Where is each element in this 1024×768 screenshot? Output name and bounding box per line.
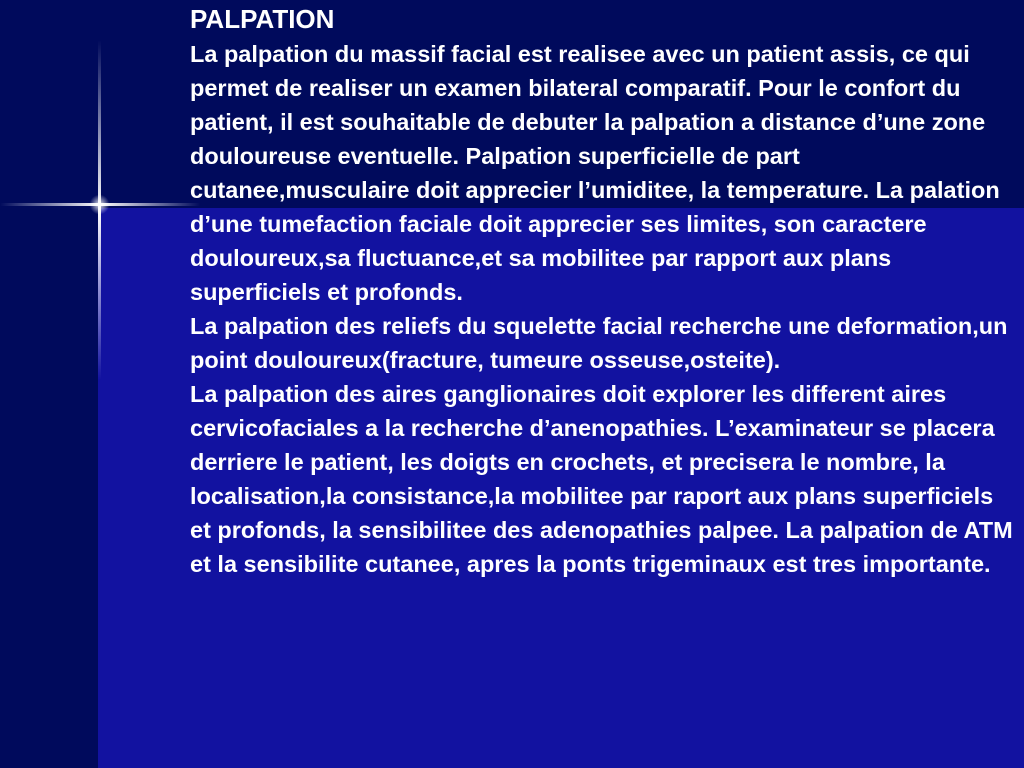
paragraph-palpation-ganglions: La palpation des aires ganglionaires doit explorer les different aires cervicofaciales a la recherche d’anenopathies. L’examinateur se placera derriere le patient, les doigts en crochets, et precisera le nombre, la localisation,la consistance,la mobilitee par raport aux plans superficiels et profonds, la sensibilitee des adenopathies palpee. La palpation de ATM et la sensibilite cutanee, apres la ponts trigeminaux est tres importante.	[190, 381, 1013, 577]
slide-content	[190, 1, 1016, 581]
paragraph-palpation-massif-facial: La palpation du massif facial est realisee avec un patient assis, ce qui permet de realiser un examen bilateral comparatif. Pour le confort du patient, il est souhaitable de debuter la palpation a distance d’une zone douloureuse eventuelle. Palpation superficielle de part cutanee,musculaire doit apprecier l’umiditee, la temperature. La palation d’une tumefaction faciale doit apprecier ses limites, son caractere douloureux,sa fluctuance,et sa mobilitee par rapport aux plans superficiels et profonds.	[190, 41, 1000, 305]
slide-title: PALPATION	[190, 4, 335, 34]
background-left-panel	[0, 0, 98, 768]
paragraph-palpation-squelette: La palpation des reliefs du squelette facial recherche une deformation,un point douloureux(fracture, tumeure osseuse,osteite).	[190, 313, 1008, 373]
